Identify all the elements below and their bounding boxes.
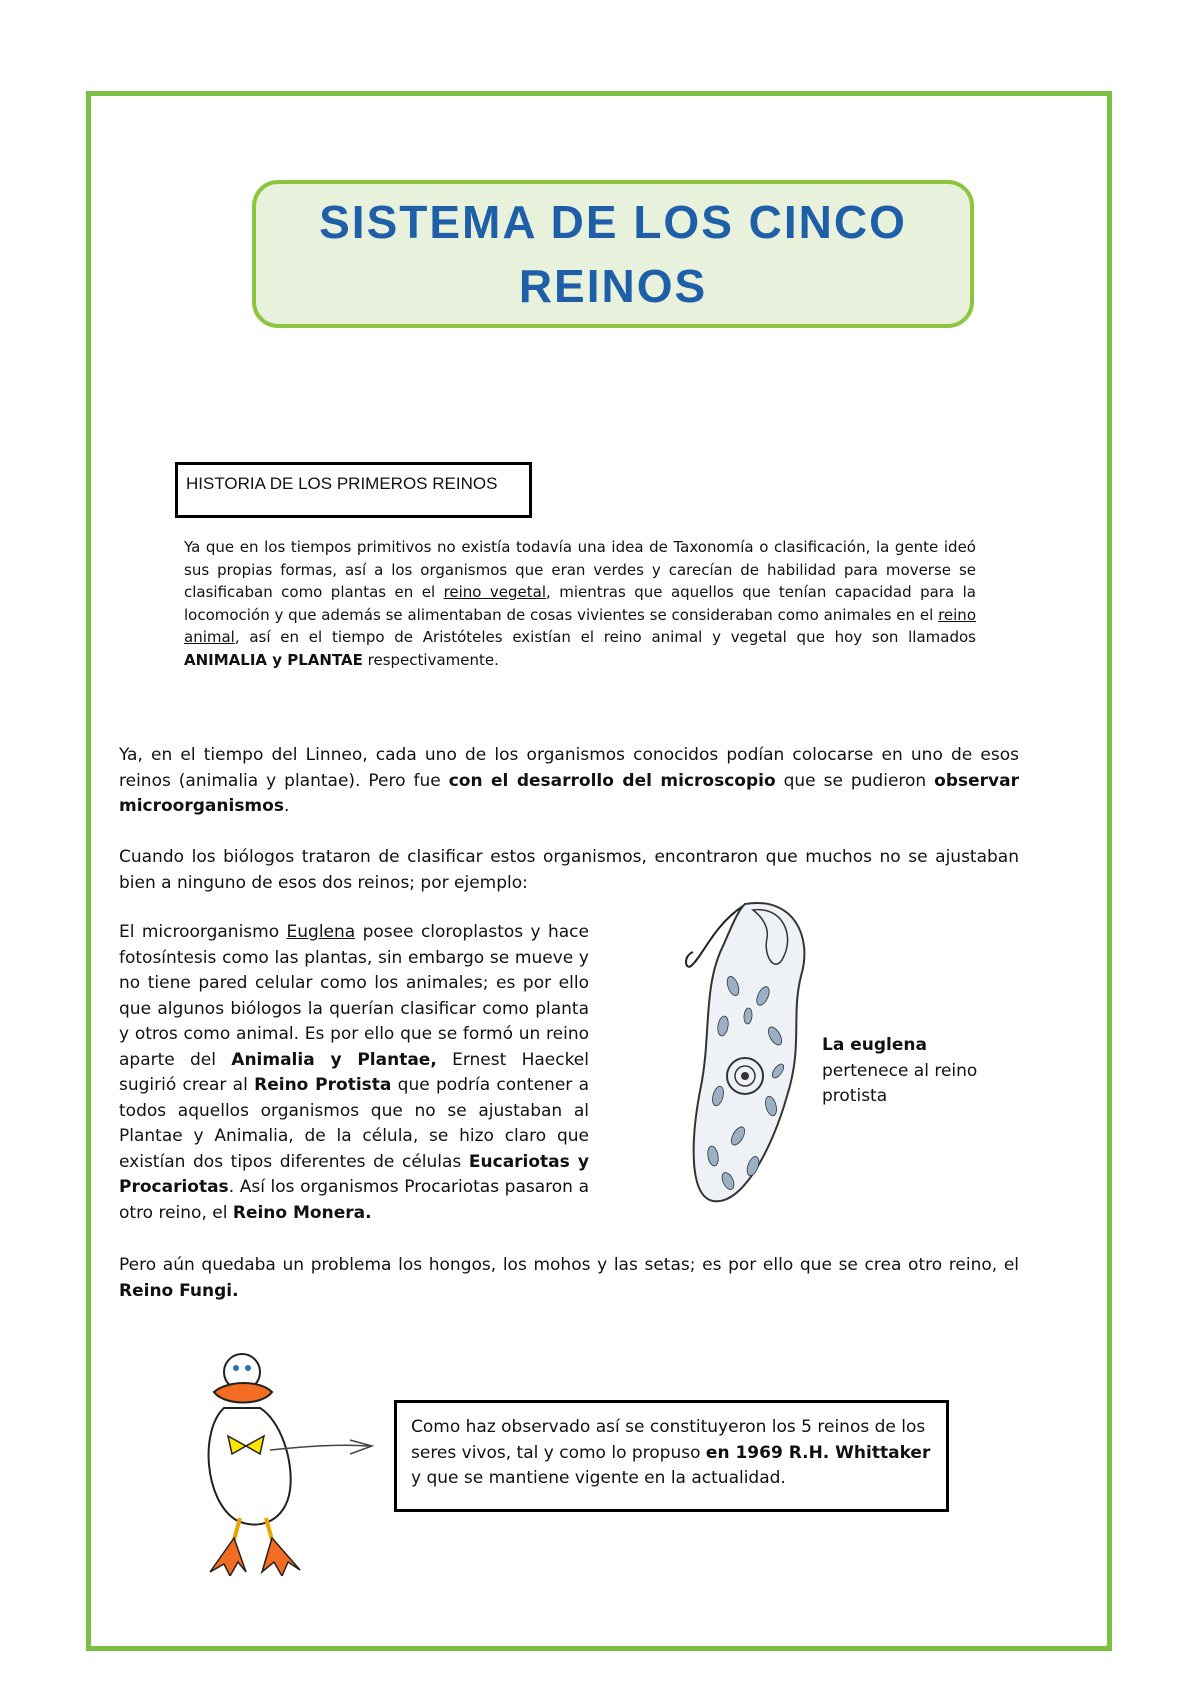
microorganisms-term: observar microorganismos <box>119 770 1019 816</box>
caption-text: pertenece al reino protista <box>822 1060 978 1106</box>
linneo-paragraph <box>119 743 1019 820</box>
duck-illustration <box>200 1350 390 1576</box>
history-text-d: respectivamente. <box>362 650 499 669</box>
title-line-2: REINOS <box>518 260 708 312</box>
whittaker-term: en 1969 R.H. Whittaker <box>705 1442 931 1463</box>
fungi-paragraph <box>119 1253 1019 1304</box>
note-text-a: Como haz observado así se constituyeron los 5 reinos de los seres vivos, tal y como lo propuso <box>411 1417 926 1463</box>
caption-title: La euglena <box>822 1035 927 1055</box>
note-text-b: y que se mantiene vigente en la actualidad. <box>411 1468 786 1488</box>
para3-text-e: . Así los organismos Procariotas pasaron a otro reino, el <box>119 1177 589 1223</box>
para1-text-c: . <box>283 796 290 816</box>
cell-types-term: Eucariotas y Procariotas <box>119 1151 589 1197</box>
microscope-term: con el desarrollo del microscopio <box>448 770 776 791</box>
para3-text-b: posee cloroplastos y hace fotosíntesis como las plantas, sin embargo se mueve y no tiene pared celular como los animales; es por ello que algunos biólogos la querían clasificar como planta y otros como animal. Es por ello que se formó un reino aparte del <box>119 922 589 1070</box>
para3-text-a: El microorganismo <box>119 922 287 942</box>
reino-vegetal-term: reino vegetal <box>443 583 547 602</box>
para4-text-a: Pero aún quedaba un problema los hongos, los mohos y las setas; es por ello que se crea otro reino, el <box>119 1255 1019 1275</box>
para3-text-d: que podría contener a todos aquellos organismos que no se ajustaban al Plantae y Animalia, de la célula, se hizo claro que existían dos tipos diferentes de células <box>119 1075 589 1172</box>
reino-fungi-term: Reino Fungi. <box>119 1280 239 1301</box>
euglena-term: Euglena <box>286 922 356 942</box>
euglena-paragraph <box>119 920 589 1226</box>
history-paragraph <box>184 536 976 672</box>
para1-text-a: Ya, en el tiempo del Linneo, cada uno de los organismos conocidos podían colocarse en uno de esos reinos (animalia y plantae). Pero fue <box>119 745 1019 791</box>
para3-text-c: Ernest Haeckel sugirió crear al <box>119 1049 589 1095</box>
reino-animal-term: reino animal <box>184 605 976 647</box>
title-banner <box>252 180 974 328</box>
euglena-illustration <box>683 896 833 1216</box>
history-text-a: Ya que en los tiempos primitivos no existía todavía una idea de Taxonomía o clasificación, la gente ideó sus propias formas, así a los organismos que eran verdes y carecían de habilidad para moverse se clasificaban como plantas en el <box>184 538 976 602</box>
history-text-b: , mientras que aquellos que tenían capacidad para la locomoción y que además se alimentaban de cosas vivientes se consideraban como animales en el <box>184 583 976 624</box>
biologists-paragraph: Cuando los biólogos trataron de clasificar estos organismos, encontraron que muchos no se ajustaban bien a ninguno de esos dos reinos; por ejemplo: <box>119 847 1019 893</box>
reino-protista-term: Reino Protista <box>254 1075 392 1095</box>
history-heading: HISTORIA DE LOS PRIMEROS REINOS <box>186 474 498 493</box>
reino-monera-term: Reino Monera. <box>232 1202 372 1223</box>
para1-text-b: que se pudieron <box>775 770 935 791</box>
title-line-1: SISTEMA DE LOS CINCO <box>319 196 907 248</box>
whittaker-note <box>394 1400 949 1512</box>
history-text-c: , así en el tiempo de Aristóteles existían el reino animal y vegetal que hoy son llamados <box>234 628 976 647</box>
euglena-caption <box>822 1033 992 1110</box>
animalia-plantae-term: ANIMALIA y PLANTAE <box>184 650 363 669</box>
animalia-plantae-bold: Animalia y Plantae, <box>231 1049 437 1070</box>
